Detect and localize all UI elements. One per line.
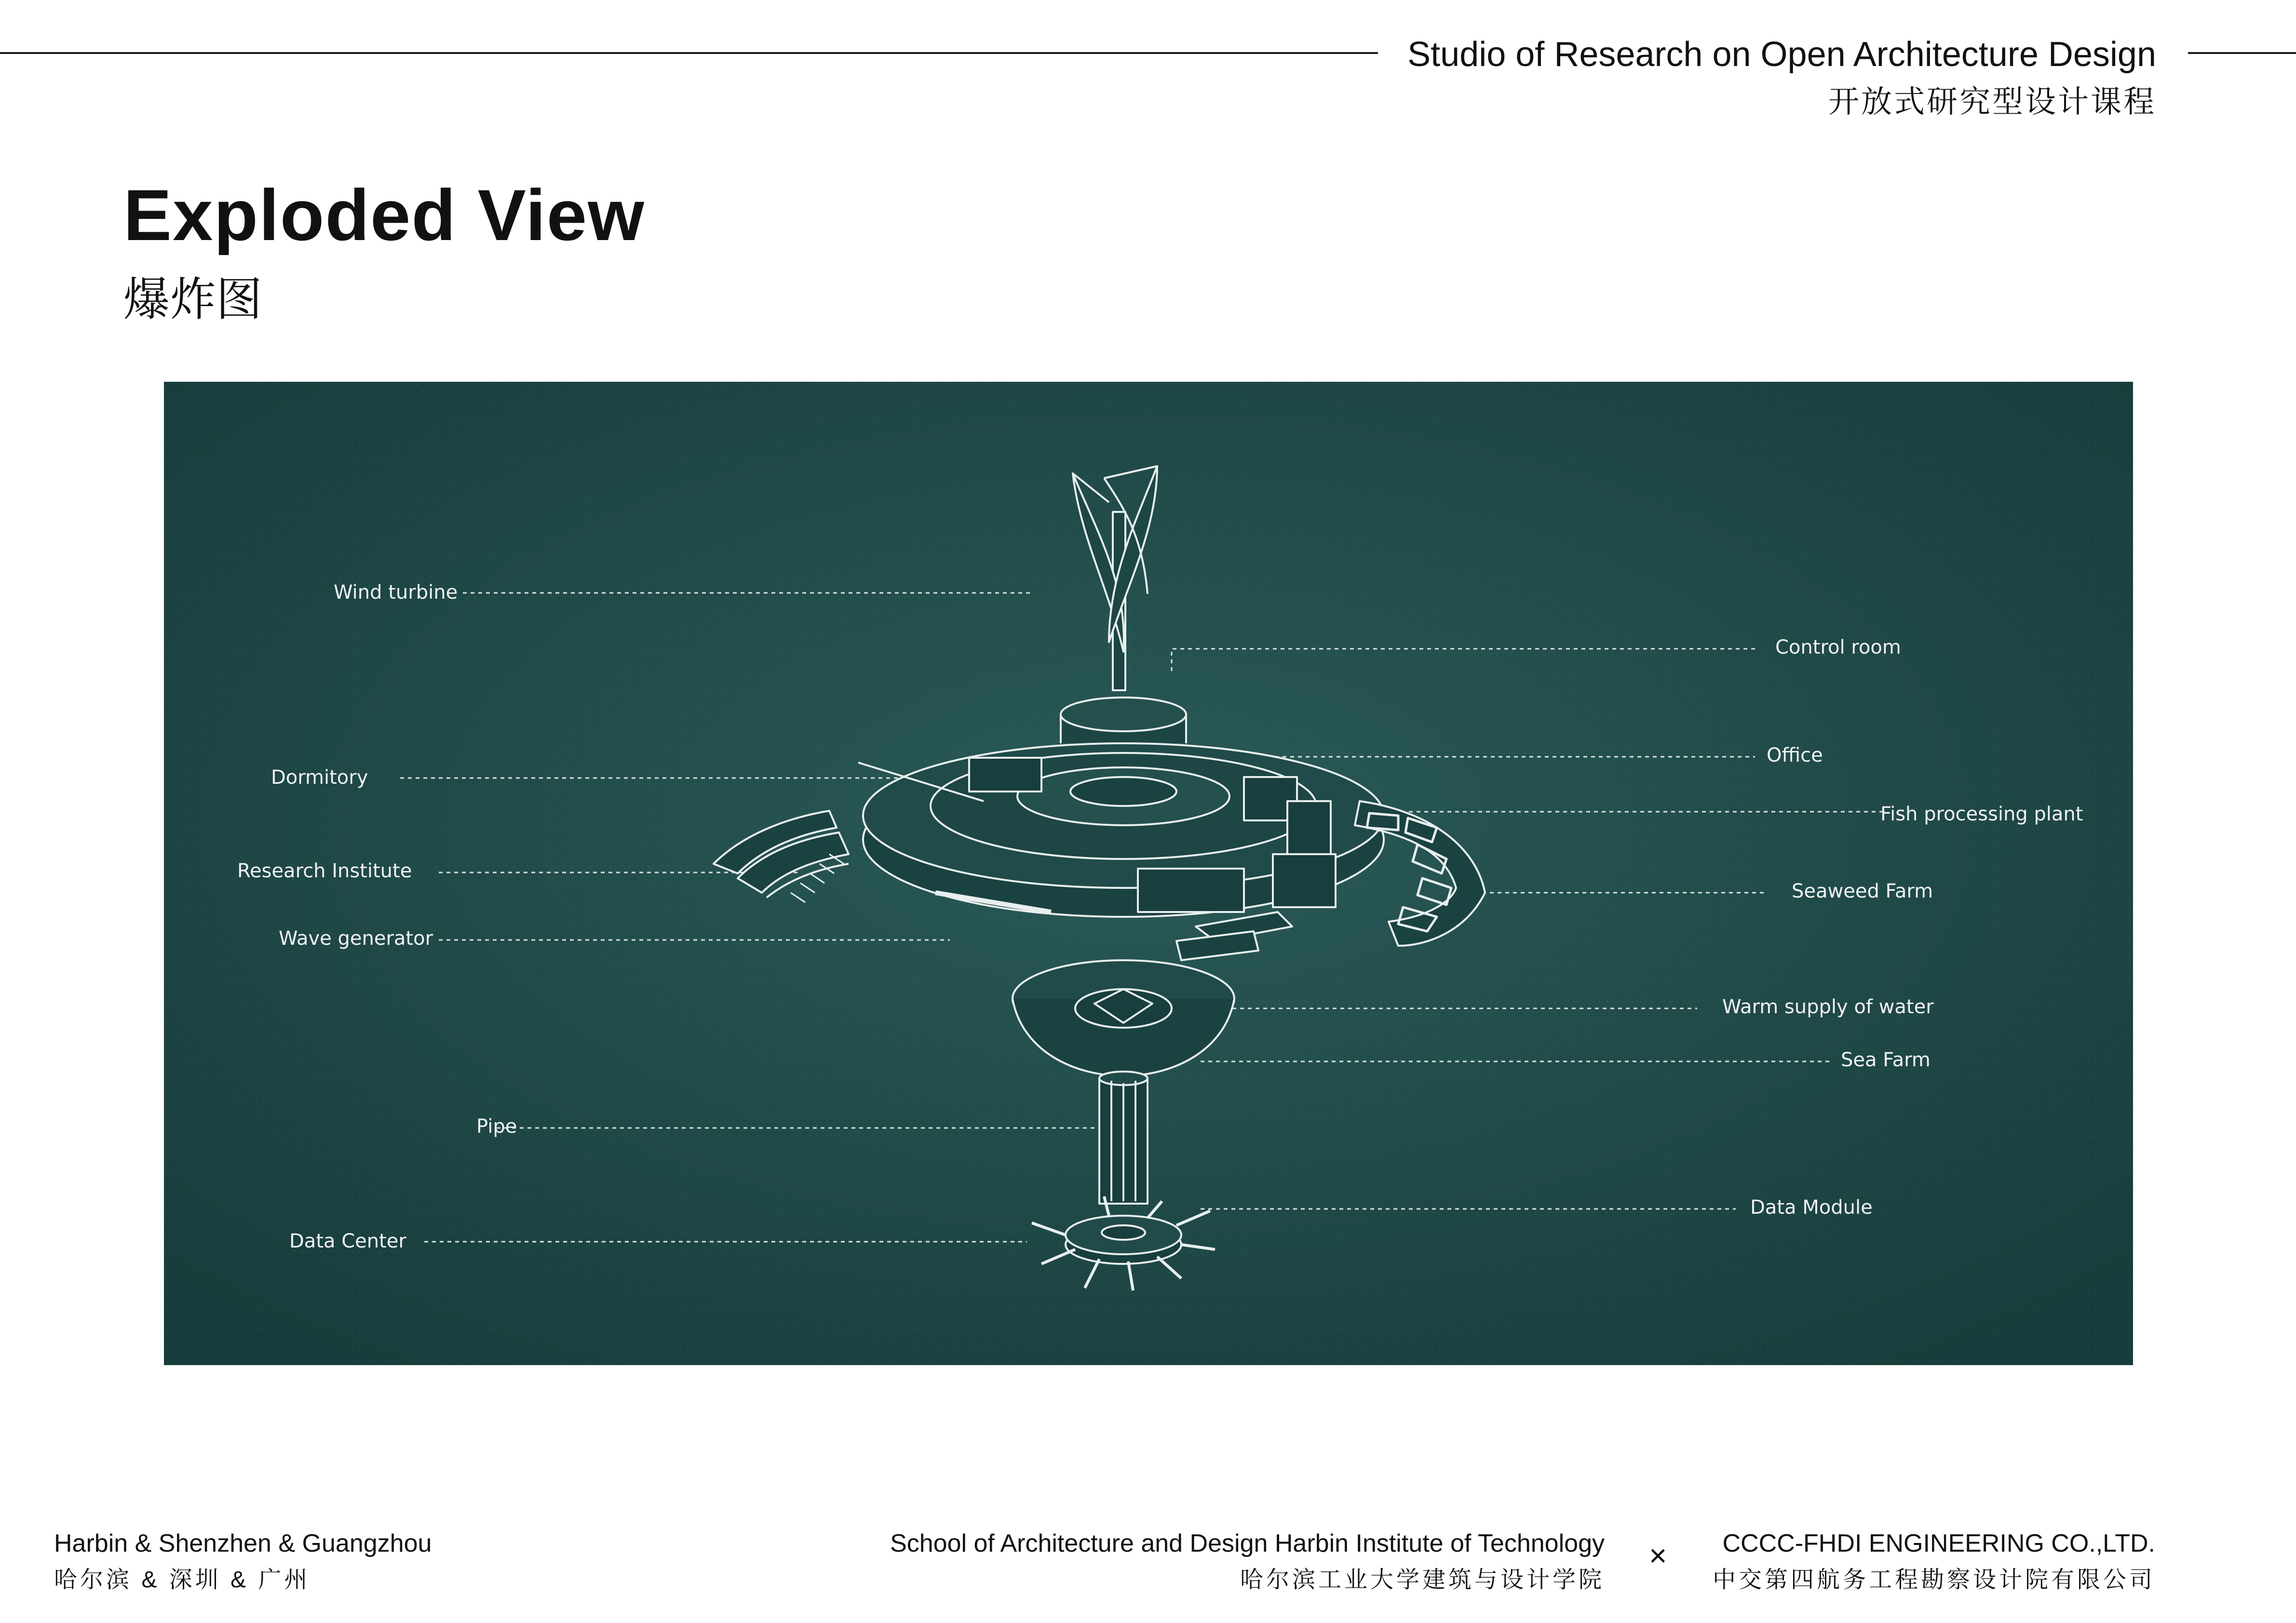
footer-location: Harbin & Shenzhen & Guangzhou: [54, 1529, 432, 1557]
label-fish-processing-plant: Fish processing plant: [1880, 803, 2083, 825]
label-seaweed-farm: Seaweed Farm: [1792, 880, 1933, 902]
studio-title-cn: 开放式研究型设计课程: [1828, 84, 2156, 119]
label-sea-farm: Sea Farm: [1841, 1049, 1931, 1071]
page-subtitle: 爆炸图: [123, 274, 262, 325]
pipe-drawing: [1099, 1072, 1148, 1204]
collaboration-separator: ×: [1649, 1538, 1667, 1573]
header-rule-left: [0, 52, 1378, 54]
footer-company: CCCC-FHDI ENGINEERING CO.,LTD.: [1722, 1529, 2155, 1557]
label-wave-generator: Wave generator: [279, 927, 433, 950]
footer-company-cn: 中交第四航务工程勘察设计院有限公司: [1712, 1567, 2155, 1593]
label-research-institute: Research Institute: [237, 860, 412, 882]
label-pipe: Pipe: [476, 1115, 517, 1138]
label-office: Office: [1767, 744, 1823, 766]
label-dormitory: Dormitory: [271, 766, 368, 789]
label-data-module: Data Module: [1750, 1196, 1873, 1219]
label-wind-turbine: Wind turbine: [334, 581, 458, 604]
studio-title: Studio of Research on Open Architecture Design: [1407, 35, 2156, 74]
footer-school-cn: 哈尔滨工业大学建筑与设计学院: [1240, 1567, 1605, 1593]
label-control-room: Control room: [1775, 636, 1901, 658]
footer-school: School of Architecture and Design Harbin Institute of Technology: [890, 1529, 1605, 1557]
exploded-view-panel: [164, 382, 2133, 1365]
header-rule-right: [2188, 52, 2296, 54]
upper-platform-drawing: [858, 743, 1384, 917]
footer-location-cn: 哈尔滨 & 深圳 & 广州: [54, 1567, 311, 1593]
page-title: Exploded View: [123, 174, 645, 255]
label-data-center: Data Center: [289, 1230, 406, 1252]
label-warm-supply-of-water: Warm supply of water: [1722, 996, 1934, 1018]
